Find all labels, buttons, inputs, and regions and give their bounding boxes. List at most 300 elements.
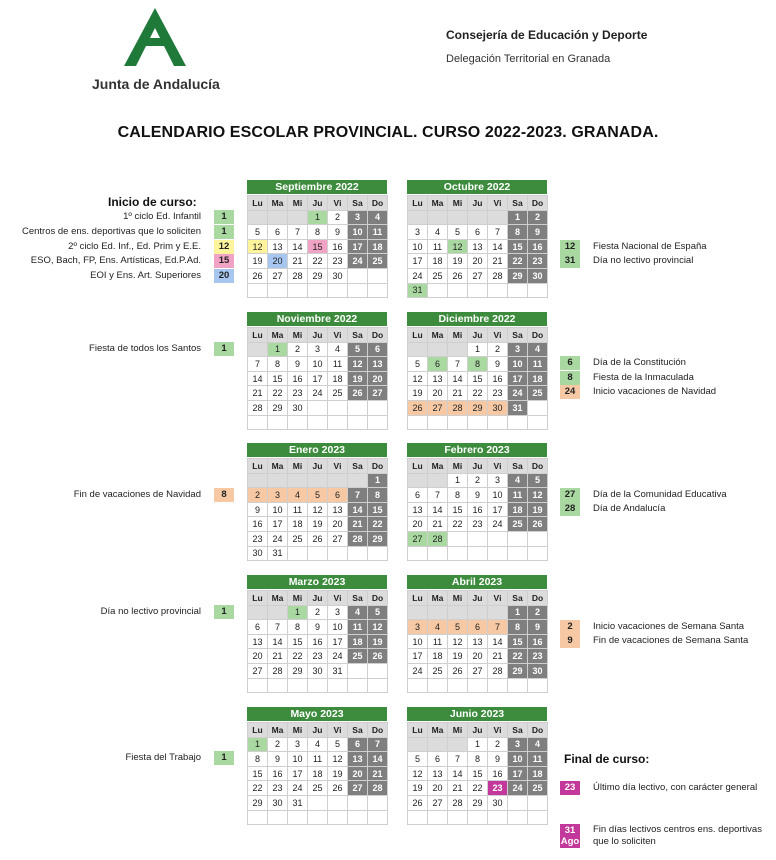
day-cell: 4 <box>528 737 548 752</box>
day-cell: 6 <box>368 342 388 357</box>
day-cell: 26 <box>448 268 468 283</box>
day-cell: 26 <box>368 649 388 664</box>
day-cell: 18 <box>528 766 548 781</box>
day-cell <box>508 795 528 810</box>
day-cell <box>328 810 348 825</box>
day-name: Lu <box>408 196 428 211</box>
day-name: Ma <box>428 459 448 474</box>
day-cell <box>288 415 308 430</box>
day-name: Ju <box>308 196 328 211</box>
legend-badge: 28 <box>560 502 580 516</box>
day-cell: 10 <box>308 357 328 372</box>
day-cell: 28 <box>348 531 368 546</box>
day-cell: 19 <box>248 254 268 269</box>
day-cell: 28 <box>268 663 288 678</box>
day-cell <box>408 810 428 825</box>
day-cell: 10 <box>508 357 528 372</box>
day-cell: 15 <box>468 766 488 781</box>
day-cell: 8 <box>308 225 328 240</box>
day-cell: 4 <box>428 225 448 240</box>
day-cell: 30 <box>248 546 268 561</box>
month-title: Septiembre 2022 <box>247 180 387 194</box>
day-cell: 29 <box>308 268 328 283</box>
month-calendar <box>407 443 547 561</box>
legend-label: 1º ciclo Ed. Infantil <box>123 211 201 222</box>
day-cell: 10 <box>488 488 508 503</box>
day-cell: 8 <box>248 752 268 767</box>
day-cell: 26 <box>248 268 268 283</box>
day-cell: 19 <box>348 371 368 386</box>
day-cell <box>468 546 488 561</box>
day-cell: 5 <box>408 357 428 372</box>
day-cell: 17 <box>288 766 308 781</box>
day-cell: 25 <box>428 663 448 678</box>
day-cell <box>368 546 388 561</box>
legend-badge: 24 <box>560 385 580 399</box>
day-cell <box>248 810 268 825</box>
day-cell: 17 <box>268 517 288 532</box>
day-name: Mi <box>448 328 468 343</box>
day-cell: 19 <box>368 634 388 649</box>
legend-label: Fiesta del Trabajo <box>125 752 201 763</box>
day-cell <box>308 810 328 825</box>
day-name: Do <box>368 723 388 738</box>
day-cell: 14 <box>488 239 508 254</box>
day-cell: 7 <box>348 488 368 503</box>
day-cell <box>528 795 548 810</box>
day-cell: 27 <box>468 663 488 678</box>
day-cell: 7 <box>248 357 268 372</box>
day-cell: 14 <box>488 634 508 649</box>
day-cell <box>308 473 328 488</box>
day-name: Lu <box>248 591 268 606</box>
day-cell <box>488 678 508 693</box>
day-cell <box>308 795 328 810</box>
day-cell <box>288 678 308 693</box>
day-cell: 9 <box>488 752 508 767</box>
day-cell: 24 <box>348 254 368 269</box>
day-cell: 21 <box>488 254 508 269</box>
day-cell: 29 <box>248 795 268 810</box>
day-cell <box>328 473 348 488</box>
day-cell: 1 <box>308 210 328 225</box>
day-cell: 26 <box>308 531 328 546</box>
day-cell <box>528 415 548 430</box>
day-cell: 14 <box>448 371 468 386</box>
day-cell <box>368 400 388 415</box>
day-cell: 10 <box>408 634 428 649</box>
day-cell: 10 <box>408 239 428 254</box>
day-name: Do <box>528 459 548 474</box>
day-cell: 5 <box>528 473 548 488</box>
day-cell: 3 <box>408 225 428 240</box>
day-cell: 11 <box>428 634 448 649</box>
day-cell: 2 <box>328 210 348 225</box>
day-name: Vi <box>488 459 508 474</box>
day-cell: 2 <box>488 737 508 752</box>
month-calendar <box>247 312 387 430</box>
day-cell: 14 <box>368 752 388 767</box>
day-cell: 16 <box>248 517 268 532</box>
day-cell <box>428 342 448 357</box>
month-title: Abril 2023 <box>407 575 547 589</box>
day-cell: 25 <box>368 254 388 269</box>
day-cell: 2 <box>288 342 308 357</box>
day-cell <box>368 283 388 298</box>
day-cell: 4 <box>348 605 368 620</box>
day-cell <box>368 810 388 825</box>
day-cell: 8 <box>448 488 468 503</box>
day-cell: 9 <box>528 225 548 240</box>
legend-label: Fin días lectivos centros ens. deportivas <box>593 824 762 835</box>
day-name: Mi <box>448 459 468 474</box>
day-name: Ju <box>468 723 488 738</box>
day-cell <box>528 400 548 415</box>
day-cell: 13 <box>428 371 448 386</box>
day-cell: 7 <box>488 225 508 240</box>
legend-label: Día no lectivo provincial <box>593 255 694 266</box>
day-cell <box>268 678 288 693</box>
day-cell <box>468 283 488 298</box>
day-cell: 4 <box>428 620 448 635</box>
day-cell: 26 <box>328 781 348 796</box>
day-cell: 16 <box>328 239 348 254</box>
day-cell: 21 <box>268 649 288 664</box>
day-cell: 22 <box>468 386 488 401</box>
day-cell: 20 <box>328 517 348 532</box>
day-cell: 12 <box>448 634 468 649</box>
day-cell: 15 <box>268 371 288 386</box>
day-name: Vi <box>328 591 348 606</box>
day-cell: 17 <box>328 634 348 649</box>
day-name: Lu <box>248 723 268 738</box>
day-cell: 2 <box>528 210 548 225</box>
day-cell <box>508 546 528 561</box>
day-cell: 31 <box>508 400 528 415</box>
day-cell: 18 <box>308 766 328 781</box>
day-cell: 24 <box>328 649 348 664</box>
day-cell: 11 <box>348 620 368 635</box>
day-name: Ma <box>428 196 448 211</box>
day-cell <box>408 342 428 357</box>
day-cell: 23 <box>488 781 508 796</box>
day-cell: 9 <box>528 620 548 635</box>
legend-label: 2º ciclo Ed. Inf., Ed. Prim y E.E. <box>68 241 201 252</box>
day-cell <box>308 678 328 693</box>
legend-label: Centros de ens. deportivas que lo soliciten <box>21 226 201 237</box>
day-cell: 6 <box>468 620 488 635</box>
day-cell <box>368 795 388 810</box>
day-cell: 17 <box>488 502 508 517</box>
day-cell: 1 <box>368 473 388 488</box>
day-cell: 26 <box>448 663 468 678</box>
day-cell: 27 <box>408 531 428 546</box>
day-cell: 13 <box>468 239 488 254</box>
day-cell: 27 <box>248 663 268 678</box>
day-cell: 17 <box>308 371 328 386</box>
day-name: Mi <box>288 723 308 738</box>
day-cell: 15 <box>308 239 328 254</box>
day-name: Vi <box>488 196 508 211</box>
day-cell <box>448 210 468 225</box>
day-cell: 22 <box>308 254 328 269</box>
day-name: Ma <box>428 723 448 738</box>
day-cell: 12 <box>328 752 348 767</box>
legend-badge-day: 31 <box>564 825 576 836</box>
day-cell: 22 <box>248 781 268 796</box>
day-cell: 3 <box>508 342 528 357</box>
day-name: Lu <box>248 196 268 211</box>
day-cell: 5 <box>308 488 328 503</box>
day-cell: 24 <box>488 517 508 532</box>
day-cell: 3 <box>288 737 308 752</box>
day-cell: 25 <box>528 781 548 796</box>
day-cell <box>348 810 368 825</box>
day-cell: 23 <box>528 649 548 664</box>
day-cell <box>368 415 388 430</box>
day-name: Do <box>368 328 388 343</box>
day-cell: 29 <box>268 400 288 415</box>
month-calendar <box>407 575 547 693</box>
day-cell: 1 <box>448 473 468 488</box>
day-cell: 22 <box>448 517 468 532</box>
legend-badge: 1 <box>214 605 234 619</box>
day-cell <box>468 605 488 620</box>
legend-badge: 8 <box>214 488 234 502</box>
month-calendar <box>407 312 547 430</box>
day-cell: 14 <box>448 766 468 781</box>
day-cell: 27 <box>468 268 488 283</box>
day-cell: 11 <box>368 225 388 240</box>
day-cell: 30 <box>308 663 328 678</box>
day-cell: 27 <box>428 795 448 810</box>
day-name: Ju <box>308 591 328 606</box>
day-cell <box>508 810 528 825</box>
day-cell: 14 <box>428 502 448 517</box>
day-cell: 18 <box>288 517 308 532</box>
day-name: Ma <box>268 328 288 343</box>
day-cell <box>308 415 328 430</box>
day-cell: 3 <box>408 620 428 635</box>
day-cell: 23 <box>528 254 548 269</box>
day-cell: 1 <box>468 342 488 357</box>
day-cell: 27 <box>268 268 288 283</box>
day-cell: 28 <box>448 795 468 810</box>
day-cell: 24 <box>408 268 428 283</box>
day-cell: 12 <box>448 239 468 254</box>
day-cell: 19 <box>308 517 328 532</box>
day-cell: 21 <box>448 386 468 401</box>
day-cell <box>468 415 488 430</box>
day-cell: 29 <box>468 400 488 415</box>
day-name: Vi <box>488 328 508 343</box>
legend-badge: 1 <box>214 751 234 765</box>
day-cell: 20 <box>248 649 268 664</box>
day-cell: 16 <box>488 371 508 386</box>
day-name: Lu <box>248 328 268 343</box>
day-cell: 11 <box>528 357 548 372</box>
day-cell <box>448 605 468 620</box>
day-cell: 10 <box>268 502 288 517</box>
day-cell: 20 <box>468 649 488 664</box>
junta-logo-icon <box>124 8 186 66</box>
day-cell: 28 <box>488 663 508 678</box>
day-name: Sa <box>348 459 368 474</box>
day-cell: 15 <box>448 502 468 517</box>
day-name: Do <box>528 723 548 738</box>
day-cell <box>528 283 548 298</box>
day-cell: 5 <box>348 342 368 357</box>
day-name: Ju <box>468 328 488 343</box>
day-cell: 13 <box>268 239 288 254</box>
day-cell: 31 <box>328 663 348 678</box>
day-name: Lu <box>248 459 268 474</box>
day-cell: 21 <box>368 766 388 781</box>
day-cell: 23 <box>328 254 348 269</box>
day-cell: 12 <box>408 766 428 781</box>
day-cell: 4 <box>328 342 348 357</box>
day-cell <box>488 546 508 561</box>
day-cell: 3 <box>488 473 508 488</box>
day-name: Ju <box>308 723 328 738</box>
day-cell: 3 <box>508 737 528 752</box>
day-cell: 15 <box>468 371 488 386</box>
day-name: Ju <box>308 328 328 343</box>
month-calendar <box>407 180 547 298</box>
legend-badge: 12 <box>560 240 580 254</box>
day-name: Mi <box>288 459 308 474</box>
day-cell: 24 <box>508 781 528 796</box>
day-cell: 11 <box>308 752 328 767</box>
day-cell: 14 <box>348 502 368 517</box>
day-cell: 24 <box>308 386 328 401</box>
day-cell: 27 <box>428 400 448 415</box>
day-cell: 10 <box>288 752 308 767</box>
day-cell: 12 <box>348 357 368 372</box>
day-cell: 30 <box>488 400 508 415</box>
month-calendar <box>247 180 387 298</box>
day-cell: 29 <box>288 663 308 678</box>
day-name: Vi <box>488 723 508 738</box>
day-cell <box>368 663 388 678</box>
month-title: Junio 2023 <box>407 707 547 721</box>
day-cell: 17 <box>508 766 528 781</box>
day-cell <box>428 473 448 488</box>
day-cell: 6 <box>248 620 268 635</box>
day-cell: 14 <box>268 634 288 649</box>
legend-label: Fiesta de todos los Santos <box>89 343 201 354</box>
day-cell: 8 <box>288 620 308 635</box>
legend-badge: 20 <box>214 269 234 283</box>
day-cell: 8 <box>268 357 288 372</box>
day-cell: 8 <box>468 752 488 767</box>
day-cell <box>488 810 508 825</box>
day-cell: 6 <box>428 357 448 372</box>
day-name: Ju <box>468 591 488 606</box>
inicio-curso-title: Inicio de curso: <box>108 195 197 209</box>
day-cell: 5 <box>368 605 388 620</box>
day-cell: 22 <box>508 649 528 664</box>
day-cell: 25 <box>328 386 348 401</box>
day-cell: 6 <box>468 225 488 240</box>
day-cell: 24 <box>408 663 428 678</box>
day-cell: 10 <box>508 752 528 767</box>
day-cell: 15 <box>368 502 388 517</box>
day-cell <box>448 546 468 561</box>
day-name: Lu <box>408 459 428 474</box>
day-cell <box>328 795 348 810</box>
day-cell: 21 <box>348 517 368 532</box>
day-cell <box>488 605 508 620</box>
day-name: Ma <box>428 591 448 606</box>
day-cell: 6 <box>408 488 428 503</box>
day-cell: 13 <box>328 502 348 517</box>
day-cell: 26 <box>408 795 428 810</box>
day-cell <box>268 810 288 825</box>
day-cell <box>348 283 368 298</box>
day-cell: 15 <box>508 634 528 649</box>
day-cell <box>288 210 308 225</box>
day-cell: 24 <box>268 531 288 546</box>
day-name: Lu <box>408 723 428 738</box>
day-cell: 5 <box>448 225 468 240</box>
day-cell: 30 <box>488 795 508 810</box>
day-name: Sa <box>348 196 368 211</box>
day-cell <box>508 283 528 298</box>
day-cell: 26 <box>348 386 368 401</box>
day-cell: 17 <box>408 649 428 664</box>
legend-label: Día de la Constitución <box>593 357 686 368</box>
day-cell <box>488 415 508 430</box>
day-cell <box>448 531 468 546</box>
day-cell <box>288 283 308 298</box>
day-name: Ma <box>268 196 288 211</box>
day-cell: 17 <box>508 371 528 386</box>
day-cell: 3 <box>348 210 368 225</box>
day-cell: 20 <box>428 781 448 796</box>
day-cell: 29 <box>508 268 528 283</box>
day-cell <box>508 678 528 693</box>
day-cell: 30 <box>528 268 548 283</box>
day-cell: 22 <box>468 781 488 796</box>
day-cell: 6 <box>268 225 288 240</box>
day-cell: 12 <box>368 620 388 635</box>
day-cell: 22 <box>268 386 288 401</box>
day-cell: 19 <box>528 502 548 517</box>
day-cell: 6 <box>348 737 368 752</box>
day-cell <box>248 283 268 298</box>
day-name: Ma <box>428 328 448 343</box>
day-cell: 23 <box>248 531 268 546</box>
month-title: Diciembre 2022 <box>407 312 547 326</box>
day-cell: 5 <box>248 225 268 240</box>
day-name: Do <box>528 196 548 211</box>
day-cell: 29 <box>508 663 528 678</box>
day-cell: 29 <box>468 795 488 810</box>
day-cell: 9 <box>248 502 268 517</box>
day-cell <box>488 531 508 546</box>
day-cell: 20 <box>468 254 488 269</box>
day-name: Mi <box>448 591 468 606</box>
day-cell: 24 <box>508 386 528 401</box>
day-name: Ju <box>308 459 328 474</box>
day-cell: 23 <box>468 517 488 532</box>
day-cell: 2 <box>248 488 268 503</box>
day-cell: 8 <box>508 225 528 240</box>
day-cell <box>328 400 348 415</box>
day-cell: 18 <box>428 254 448 269</box>
day-cell: 16 <box>488 766 508 781</box>
